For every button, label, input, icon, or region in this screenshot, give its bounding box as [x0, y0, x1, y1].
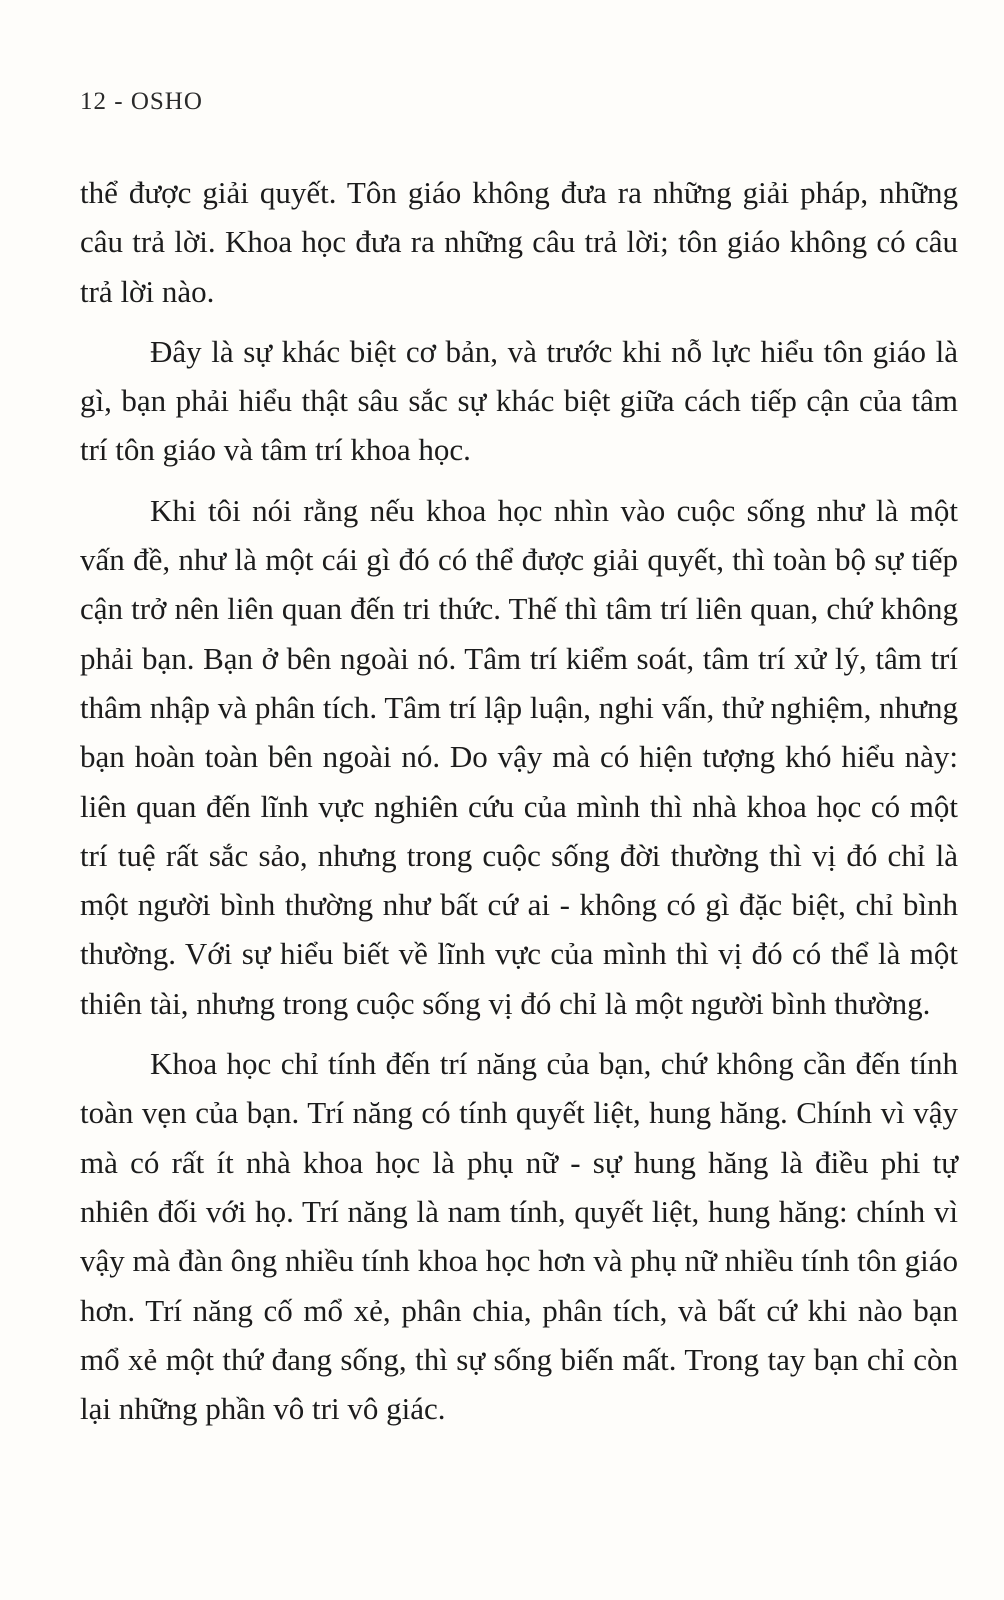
paragraph: Khoa học chỉ tính đến trí năng của bạn, chứ không cần đến tính toàn vẹn của bạn. Trí năng có tính quyết liệt, hung hăng. Chính vì vậy mà có rất ít nhà khoa học là phụ nữ - sự hung hăng là điều phi tự nhiên đối với họ. Trí năng là nam tính, quyết liệt, hung hăng: chính vì vậy mà đàn ông nhiều tính khoa học hơn và phụ nữ nhiều tính tôn giáo hơn. Trí năng cố mổ xẻ, phân chia, phân tích, và bất cứ khi nào bạn mổ xẻ một thứ đang sống, thì sự sống biến mất. Trong tay bạn chỉ còn lại những phần vô tri vô giác.: [80, 1046, 958, 1427]
paragraph: Khi tôi nói rằng nếu khoa học nhìn vào cuộc sống như là một vấn đề, như là một cái gì đó có thể được giải quyết, thì toàn bộ sự tiếp cận trở nên liên quan đến tri thức. Thế thì tâm trí liên quan, chứ không phải bạn. Bạn ở bên ngoài nó. Tâm trí kiểm soát, tâm trí xử lý, tâm trí thâm nhập và phân tích. Tâm trí lập luận, nghi vấn, thử nghiệm, nhưng bạn hoàn toàn bên ngoài nó. Do vậy mà có hiện tượng khó hiểu này: liên quan đến lĩnh vực nghiên cứu của mình thì nhà khoa học có một trí tuệ rất sắc sảo, nhưng trong cuộc sống đời thường thì vị đó chỉ là một người bình thường như bất cứ ai - không có gì đặc biệt, chỉ bình thường. Với sự hiểu biết về lĩnh vực của mình thì vị đó có thể là một thiên tài, nhưng trong cuộc sống vị đó chỉ là một người bình thường.: [80, 492, 958, 1021]
paragraph: Đây là sự khác biệt cơ bản, và trước khi nỗ lực hiểu tôn giáo là gì, bạn phải hiểu thật sâu sắc sự khác biệt giữa cách tiếp cận của tâm trí tôn giáo và tâm trí khoa học.: [80, 333, 958, 468]
body-text: [80, 168, 958, 1444]
running-head: 12 - OSHO: [80, 88, 203, 115]
paragraph-continued: thể được giải quyết. Tôn giáo không đưa ra những giải pháp, những câu trả lời. Khoa học đưa ra những câu trả lời; tôn giáo không có câu trả lời nào.: [80, 175, 958, 309]
